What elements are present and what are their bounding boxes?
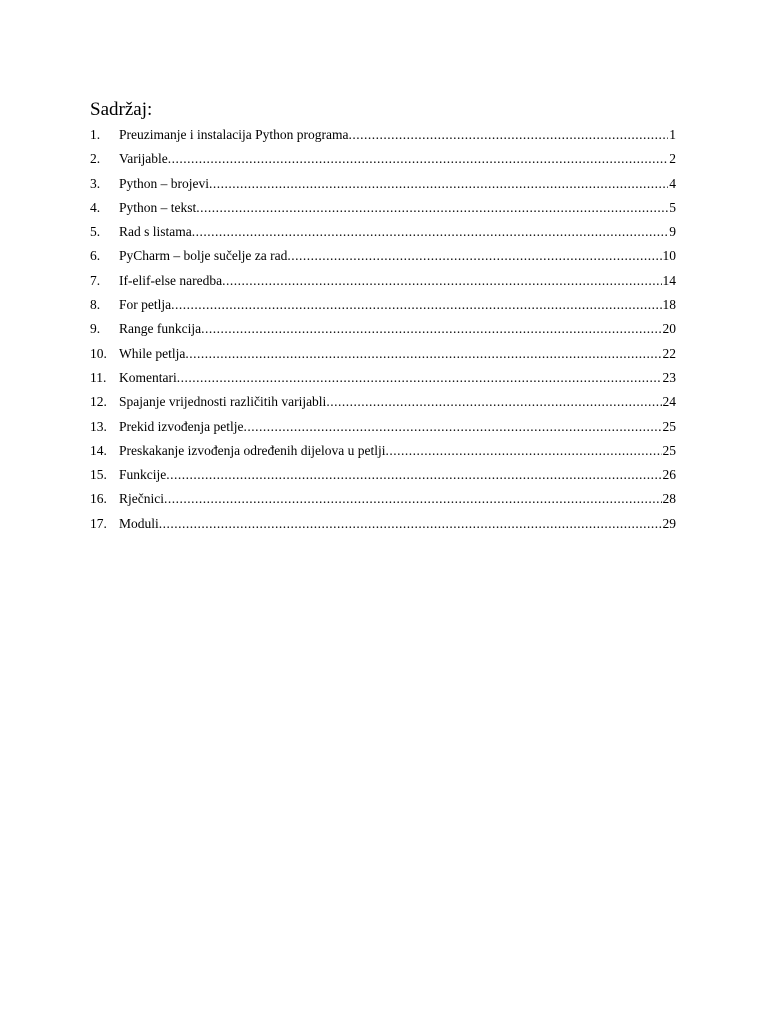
toc-entry-title[interactable]: Funkcije xyxy=(119,467,167,483)
toc-entry-number: 13. xyxy=(90,418,107,434)
toc-entry[interactable] xyxy=(90,366,676,390)
toc-entry-title[interactable]: Varijable xyxy=(119,151,168,167)
toc-entry-number: 11. xyxy=(90,369,107,385)
toc-entry[interactable] xyxy=(90,196,676,220)
toc-entry-title[interactable]: Spajanje vrijednosti različitih varijabli xyxy=(119,394,327,410)
toc-entry-page-number[interactable]: 18 xyxy=(662,297,676,313)
toc-list xyxy=(90,123,676,536)
toc-entry-number: 15. xyxy=(90,467,107,483)
toc-entry-page-number[interactable]: 1 xyxy=(669,127,676,142)
toc-entry[interactable] xyxy=(90,439,676,463)
toc-entry[interactable] xyxy=(90,342,676,366)
toc-entry-title[interactable]: Range funkcija xyxy=(119,321,202,337)
toc-entry-page-number[interactable]: 28 xyxy=(662,491,676,507)
toc-entry[interactable] xyxy=(90,244,676,268)
toc-entry-page-number[interactable]: 25 xyxy=(662,418,676,434)
toc-dot-leader xyxy=(209,172,668,196)
toc-dot-leader xyxy=(326,390,661,414)
toc-dot-leader xyxy=(185,342,661,366)
toc-entry-page-number[interactable]: 20 xyxy=(662,321,676,337)
toc-dot-leader xyxy=(348,123,668,147)
toc-entry-title[interactable]: Komentari xyxy=(119,369,177,385)
toc-dot-leader xyxy=(192,220,669,244)
toc-entry-number: 12. xyxy=(90,394,107,410)
toc-dot-leader xyxy=(196,196,668,220)
toc-entry-number: 6. xyxy=(90,248,101,264)
toc-dot-leader xyxy=(166,463,661,487)
toc-entry[interactable] xyxy=(90,123,676,147)
toc-entry-number: 10. xyxy=(90,345,107,361)
toc-entry-number: 5. xyxy=(90,224,101,240)
toc-dot-leader xyxy=(171,293,661,317)
toc-entry-number: 3. xyxy=(90,175,101,191)
toc-entry-title[interactable]: Rječnici xyxy=(119,491,164,507)
toc-dot-leader xyxy=(159,512,662,536)
toc-entry-page-number[interactable]: 9 xyxy=(669,224,676,240)
toc-entry-title[interactable]: For petlja xyxy=(119,297,172,313)
toc-entry[interactable] xyxy=(90,512,676,536)
toc-entry[interactable] xyxy=(90,269,676,293)
toc-entry-title[interactable]: While petlja xyxy=(119,345,186,361)
toc-dot-leader xyxy=(177,366,662,390)
toc-dot-leader xyxy=(243,415,661,439)
toc-entry-title[interactable]: Preskakanje izvođenja određenih dijelova u petlji xyxy=(119,442,386,458)
toc-entry-title[interactable]: If-elif-else naredba xyxy=(119,272,223,288)
toc-title: Sadržaj: xyxy=(90,99,153,120)
toc-entry-number: 2. xyxy=(90,151,101,167)
toc-entry-number: 8. xyxy=(90,297,101,313)
toc-entry[interactable] xyxy=(90,147,676,171)
toc-entry-page-number[interactable]: 25 xyxy=(662,442,676,458)
toc-entry[interactable] xyxy=(90,463,676,487)
toc-entry[interactable] xyxy=(90,293,676,317)
toc-dot-leader xyxy=(168,147,669,171)
toc-entry-number: 4. xyxy=(90,199,101,215)
toc-entry-page-number[interactable]: 23 xyxy=(662,369,676,385)
toc-entry-page-number[interactable]: 2 xyxy=(669,151,676,167)
toc-entry-page-number[interactable]: 10 xyxy=(662,248,676,264)
toc-entry[interactable] xyxy=(90,415,676,439)
toc-entry-title[interactable]: Prekid izvođenja petlje xyxy=(119,418,244,434)
toc-dot-leader xyxy=(164,487,662,511)
toc-entry-page-number[interactable]: 22 xyxy=(662,345,676,361)
toc-entry[interactable] xyxy=(90,172,676,196)
toc-entry-title[interactable]: Rad s listama xyxy=(119,224,192,240)
toc-entry-number: 14. xyxy=(90,442,107,458)
toc-entry-title[interactable]: Python – brojevi xyxy=(119,175,209,191)
toc-entry[interactable] xyxy=(90,487,676,511)
toc-entry[interactable] xyxy=(90,220,676,244)
toc-entry-page-number[interactable]: 5 xyxy=(669,199,676,215)
toc-entry-number: 1. xyxy=(90,127,101,142)
toc-entry-page-number[interactable]: 26 xyxy=(662,467,676,483)
toc-entry[interactable] xyxy=(90,390,676,414)
toc-dot-leader xyxy=(287,244,661,268)
toc-entry-title[interactable]: Python – tekst xyxy=(119,199,197,215)
toc-entry-title[interactable]: Preuzimanje i instalacija Python programa xyxy=(119,127,349,142)
toc-entry-page-number[interactable]: 29 xyxy=(662,515,676,531)
table-of-contents xyxy=(90,98,676,536)
toc-entry-page-number[interactable]: 4 xyxy=(669,175,676,191)
toc-entry-page-number[interactable]: 14 xyxy=(662,272,676,288)
toc-entry-number: 7. xyxy=(90,272,101,288)
toc-entry-title[interactable]: Moduli xyxy=(119,515,159,531)
toc-dot-leader xyxy=(222,269,661,293)
toc-entry[interactable] xyxy=(90,317,676,341)
toc-dot-leader xyxy=(201,317,661,341)
toc-entry-title[interactable]: PyCharm – bolje sučelje za rad xyxy=(119,248,288,264)
toc-entry-number: 16. xyxy=(90,491,107,507)
toc-dot-leader xyxy=(386,439,662,463)
toc-entry-page-number[interactable]: 24 xyxy=(662,394,676,410)
toc-entry-number: 17. xyxy=(90,515,107,531)
toc-entry-number: 9. xyxy=(90,321,101,337)
